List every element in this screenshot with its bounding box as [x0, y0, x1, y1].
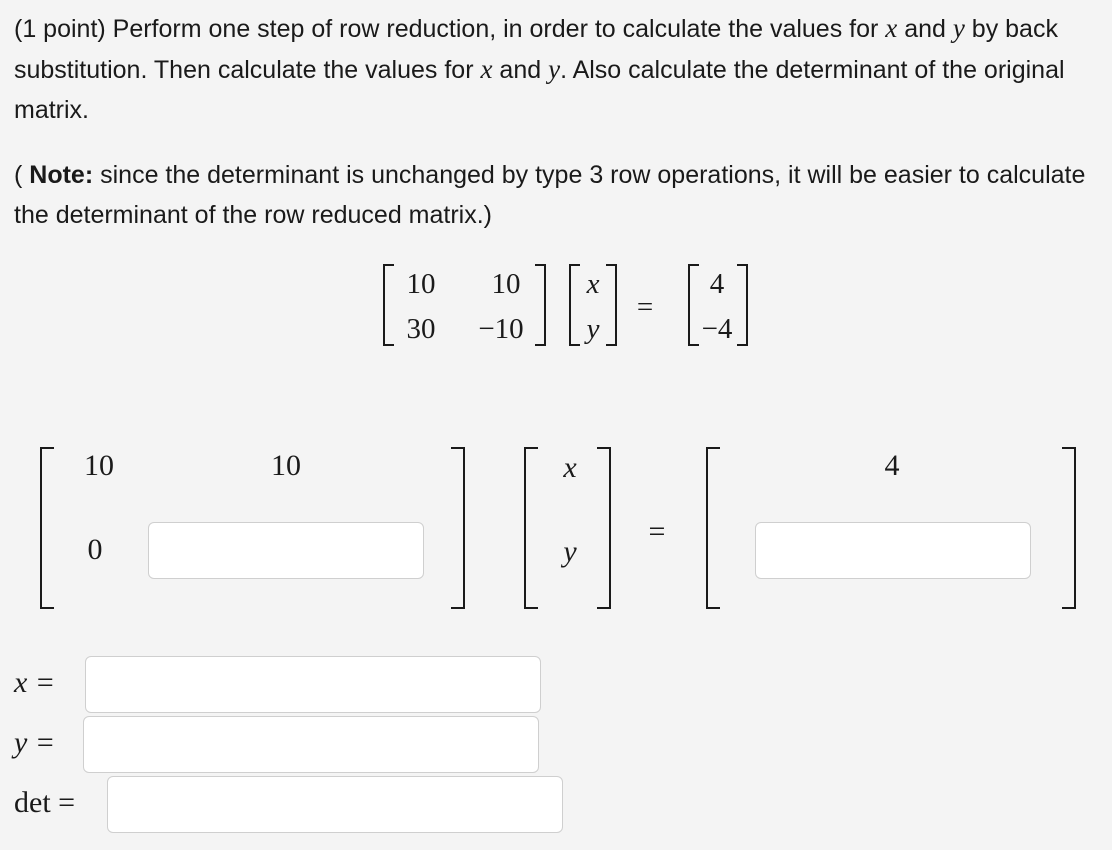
- left-bracket: [706, 447, 720, 609]
- rhs-cell: −4: [701, 313, 733, 345]
- right-bracket: [1062, 447, 1076, 609]
- y-answer-input[interactable]: [83, 716, 539, 773]
- right-bracket: [535, 264, 546, 346]
- right-bracket: [451, 447, 465, 609]
- reduced-rhs-input[interactable]: [755, 522, 1031, 579]
- left-bracket: [688, 264, 699, 346]
- matrix-cell: 10: [271, 449, 301, 482]
- note: [14, 155, 1108, 235]
- var-x: x: [586, 268, 600, 300]
- note-open: (: [14, 161, 30, 189]
- x-answer-input[interactable]: [85, 656, 541, 713]
- matrix-cell: −10: [478, 313, 524, 345]
- var-y: y: [586, 313, 600, 345]
- left-bracket: [40, 447, 54, 609]
- var-x: x: [480, 54, 493, 84]
- equals-sign: =: [636, 291, 654, 323]
- rhs-cell: 4: [884, 449, 900, 482]
- matrix-cell: 0: [87, 533, 103, 566]
- x-label: x =: [14, 666, 56, 699]
- statement-text: and: [897, 15, 953, 43]
- y-label: y =: [14, 726, 56, 759]
- det-answer-input[interactable]: [107, 776, 563, 833]
- statement-text: and: [492, 56, 549, 84]
- var-x: x: [885, 13, 898, 43]
- statement-text: . Also calculate the determinant of the original matrix.: [14, 56, 1065, 124]
- left-bracket: [383, 264, 394, 346]
- right-bracket: [737, 264, 748, 346]
- var-y: y: [952, 13, 965, 43]
- det-label: det =: [14, 786, 76, 819]
- matrix-cell: 10: [84, 449, 114, 482]
- statement-text: (1 point) Perform one step of row reduction, in order to calculate the values for: [14, 15, 886, 43]
- var-y: y: [548, 54, 561, 84]
- equals-sign: =: [648, 515, 666, 548]
- left-bracket: [569, 264, 580, 346]
- matrix-cell: 10: [406, 268, 436, 300]
- right-bracket: [606, 264, 617, 346]
- problem-statement: [14, 8, 1108, 130]
- note-text: since the determinant is unchanged by type 3 row operations, it will be easier to calculate the determinant of the row reduced matrix.): [14, 161, 1086, 229]
- matrix-cell: 30: [406, 313, 436, 345]
- note-label: Note:: [29, 161, 94, 189]
- reduced-entry-input[interactable]: [148, 522, 424, 579]
- var-y: y: [563, 535, 577, 568]
- left-bracket: [524, 447, 538, 609]
- right-bracket: [597, 447, 611, 609]
- rhs-cell: 4: [709, 268, 725, 300]
- var-x: x: [563, 451, 577, 484]
- matrix-cell: 10: [491, 268, 521, 300]
- statement-text: by back substitution. Then calculate the values for: [14, 15, 1058, 84]
